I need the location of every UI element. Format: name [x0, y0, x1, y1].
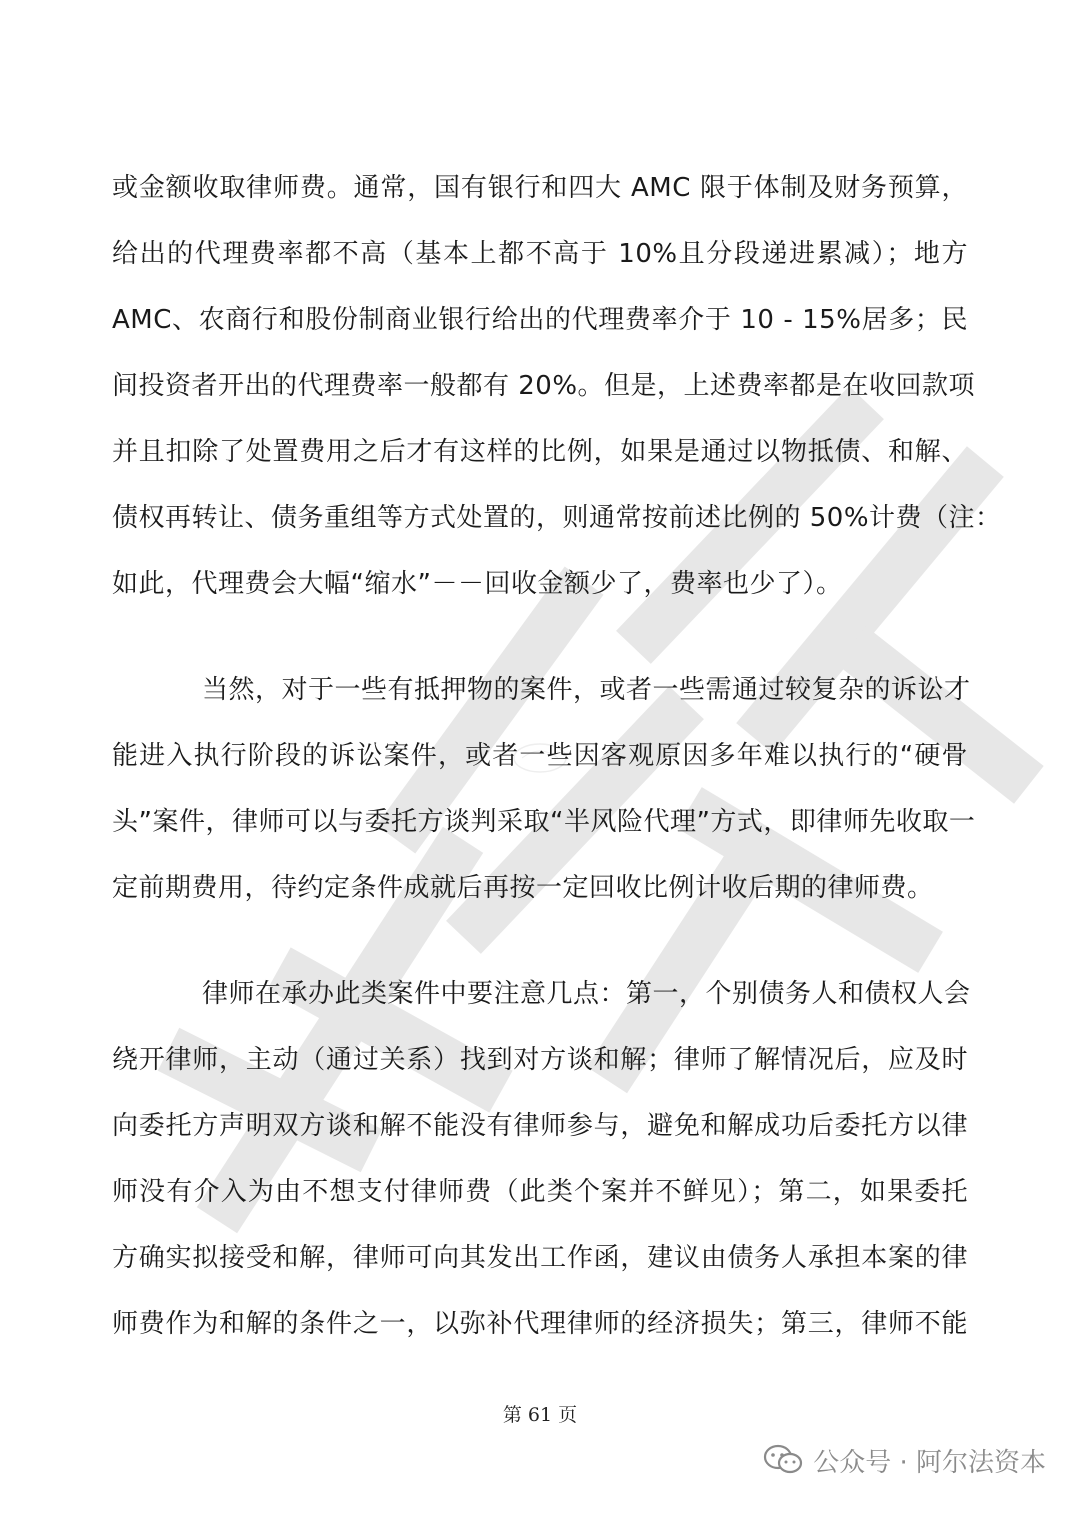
paragraph-3: [112, 961, 971, 1357]
text-line: 律师在承办此类案件中要注意几点：第一，个别债务人和债权人会: [202, 979, 971, 1009]
page-number: 第 61 页: [502, 1404, 578, 1426]
body-text: [112, 155, 1002, 1357]
text-line: 能进入执行阶段的诉讼案件，或者一些因客观原因多年难以执行的“硬骨: [112, 741, 968, 771]
footer-brand[interactable]: [763, 1440, 1046, 1480]
text-line: 如此，代理费会大幅“缩水”－－回收金额少了，费率也少了）。: [112, 569, 843, 599]
text-line: 间投资者开出的代理费率一般都有 20%。但是，上述费率都是在收回款项: [112, 371, 976, 401]
text-line: 师没有介入为由不想支付律师费（此类个案并不鲜见）；第二，如果委托: [112, 1177, 968, 1207]
paragraph-2: [112, 657, 976, 921]
text-line: 头”案件，律师可以与委托方谈判采取“半风险代理”方式，即律师先收取一: [112, 807, 976, 837]
text-line: 或金额收取律师费。通常，国有银行和四大 AMC 限于体制及财务预算，: [112, 173, 968, 203]
paragraph-1: [112, 155, 1002, 617]
text-line: 当然，对于一些有抵押物的案件，或者一些需通过较复杂的诉讼才: [202, 675, 971, 705]
text-line: 并且扣除了处置费用之后才有这样的比例，如果是通过以物抵债、和解、: [112, 437, 968, 467]
text-line: AMC、农商行和股份制商业银行给出的代理费率介于 10 - 15%居多；民: [112, 305, 968, 335]
text-line: 向委托方声明双方谈和解不能没有律师参与，避免和解成功后委托方以律: [112, 1111, 968, 1141]
wechat-icon: [763, 1444, 803, 1476]
text-line: 师费作为和解的条件之一，以弥补代理律师的经济损失；第三，律师不能: [112, 1309, 968, 1339]
text-line: 债权再转让、债务重组等方式处置的，则通常按前述比例的 50%计费（注：: [112, 503, 1002, 533]
text-line: 给出的代理费率都不高（基本上都不高于 10%且分段递进累减）；地方: [112, 239, 968, 269]
text-line: 方确实拟接受和解，律师可向其发出工作函，建议由债务人承担本案的律: [112, 1243, 968, 1273]
text-line: 定前期费用，待约定条件成就后再按一定回收比例计收后期的律师费。: [112, 873, 934, 903]
footer-label: 公众号 · 阿尔法资本: [813, 1447, 1046, 1478]
text-line: 绕开律师，主动（通过关系）找到对方谈和解；律师了解情况后，应及时: [112, 1045, 968, 1075]
